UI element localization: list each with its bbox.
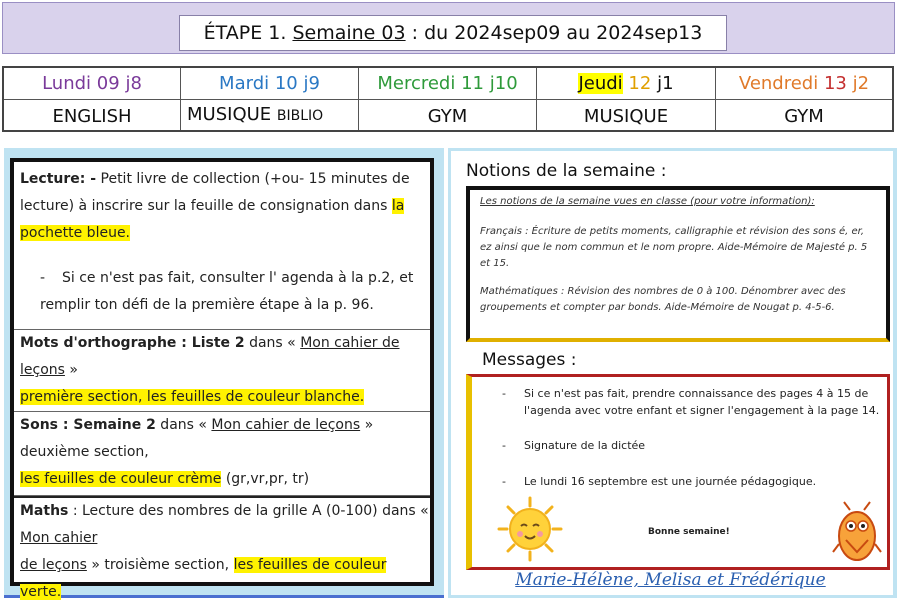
week-title xyxy=(179,15,727,51)
day-friday: Vendredi 13 j2 xyxy=(716,68,892,100)
days-table xyxy=(2,66,894,132)
message-item: - Le lundi 16 septembre est une journée pédagogique. xyxy=(502,475,817,488)
maths-section: Maths : Lecture des nombres de la grille A (0-100) dans « Mon cahier de leçons » troisième section, les feuilles de couleur verte. xyxy=(14,496,430,582)
notions-title: Notions de la semaine : xyxy=(466,161,667,181)
closing-text: Bonne semaine! xyxy=(648,527,730,537)
message-item: - Si ce n'est pas fait, prendre connaissance des pages 4 à 15 de l'agenda avec votre enfant et signer l'engagement à la page 14. xyxy=(502,387,880,417)
notions-heading: Les notions de la semaine vues en classe (pour votre information): xyxy=(480,196,815,207)
activity-wednesday: GYM xyxy=(359,100,537,130)
mots-section: Mots d'orthographe : Liste 2 dans « Mon cahier de leçons » première section, les feuilles de couleur blanche. xyxy=(14,330,430,412)
bug-mascot-icon xyxy=(832,500,882,566)
day-thursday: Jeudi 12 j1 xyxy=(537,68,716,100)
notions-maths: Mathématiques : Révision des nombres de 0 à 100. Dénombrer avec des groupements et compter par bonds. Aide-Mémoire de Nougat p. 4-5-6. xyxy=(480,286,846,313)
day-wednesday: Mercredi 11 j10 xyxy=(359,68,537,100)
notions-francais: Français : Écriture de petits moments, calligraphie et révision des sons é, er, ez ainsi que le nom commun et le nom propre. Aide-Mémoire de Majesté p. 5 et 15. xyxy=(480,226,868,269)
notions-box xyxy=(466,186,890,342)
message-item: - Signature de la dictée xyxy=(502,439,646,452)
activity-friday: GYM xyxy=(784,106,824,127)
day-monday: Lundi 09 j8 xyxy=(4,68,181,100)
week-label: Semaine 03 xyxy=(292,22,406,44)
homework-panel xyxy=(10,158,434,600)
activity-monday: ENGLISH xyxy=(4,100,181,130)
sons-section: Sons : Semaine 2 dans « Mon cahier de leçons » deuxième section, les feuilles de couleur crème (gr,vr,pr, tr) xyxy=(14,412,430,496)
activity-tuesday: MUSIQUE BIBLIO xyxy=(181,100,359,130)
lecture-bullet: - Si ce n'est pas fait, consulter l' agenda à la p.2, et remplir ton défi de la première étape à la p. 96. xyxy=(40,270,414,313)
step-label: ÉTAPE 1. xyxy=(203,22,293,44)
teacher-signature: Marie-Hélène, Melisa et Frédérique xyxy=(515,570,826,590)
lecture-section: Lecture: - Petit livre de collection (+ou- 15 minutes de lecture) à inscrire sur la feuille de consignation dans la pochette bleue. - Si ce n'est pas fait, consulter l' agenda à la p.2, et remplir ton défi de la première étape à la p. 96. xyxy=(14,166,430,330)
day-tuesday: Mardi 10 j9 xyxy=(181,68,359,100)
header-banner xyxy=(2,2,895,54)
sun-icon xyxy=(497,496,563,562)
messages-title: Messages : xyxy=(482,350,577,370)
date-range: : du 2024sep09 au 2024sep13 xyxy=(405,22,703,44)
activity-thursday: MUSIQUE xyxy=(537,100,716,130)
